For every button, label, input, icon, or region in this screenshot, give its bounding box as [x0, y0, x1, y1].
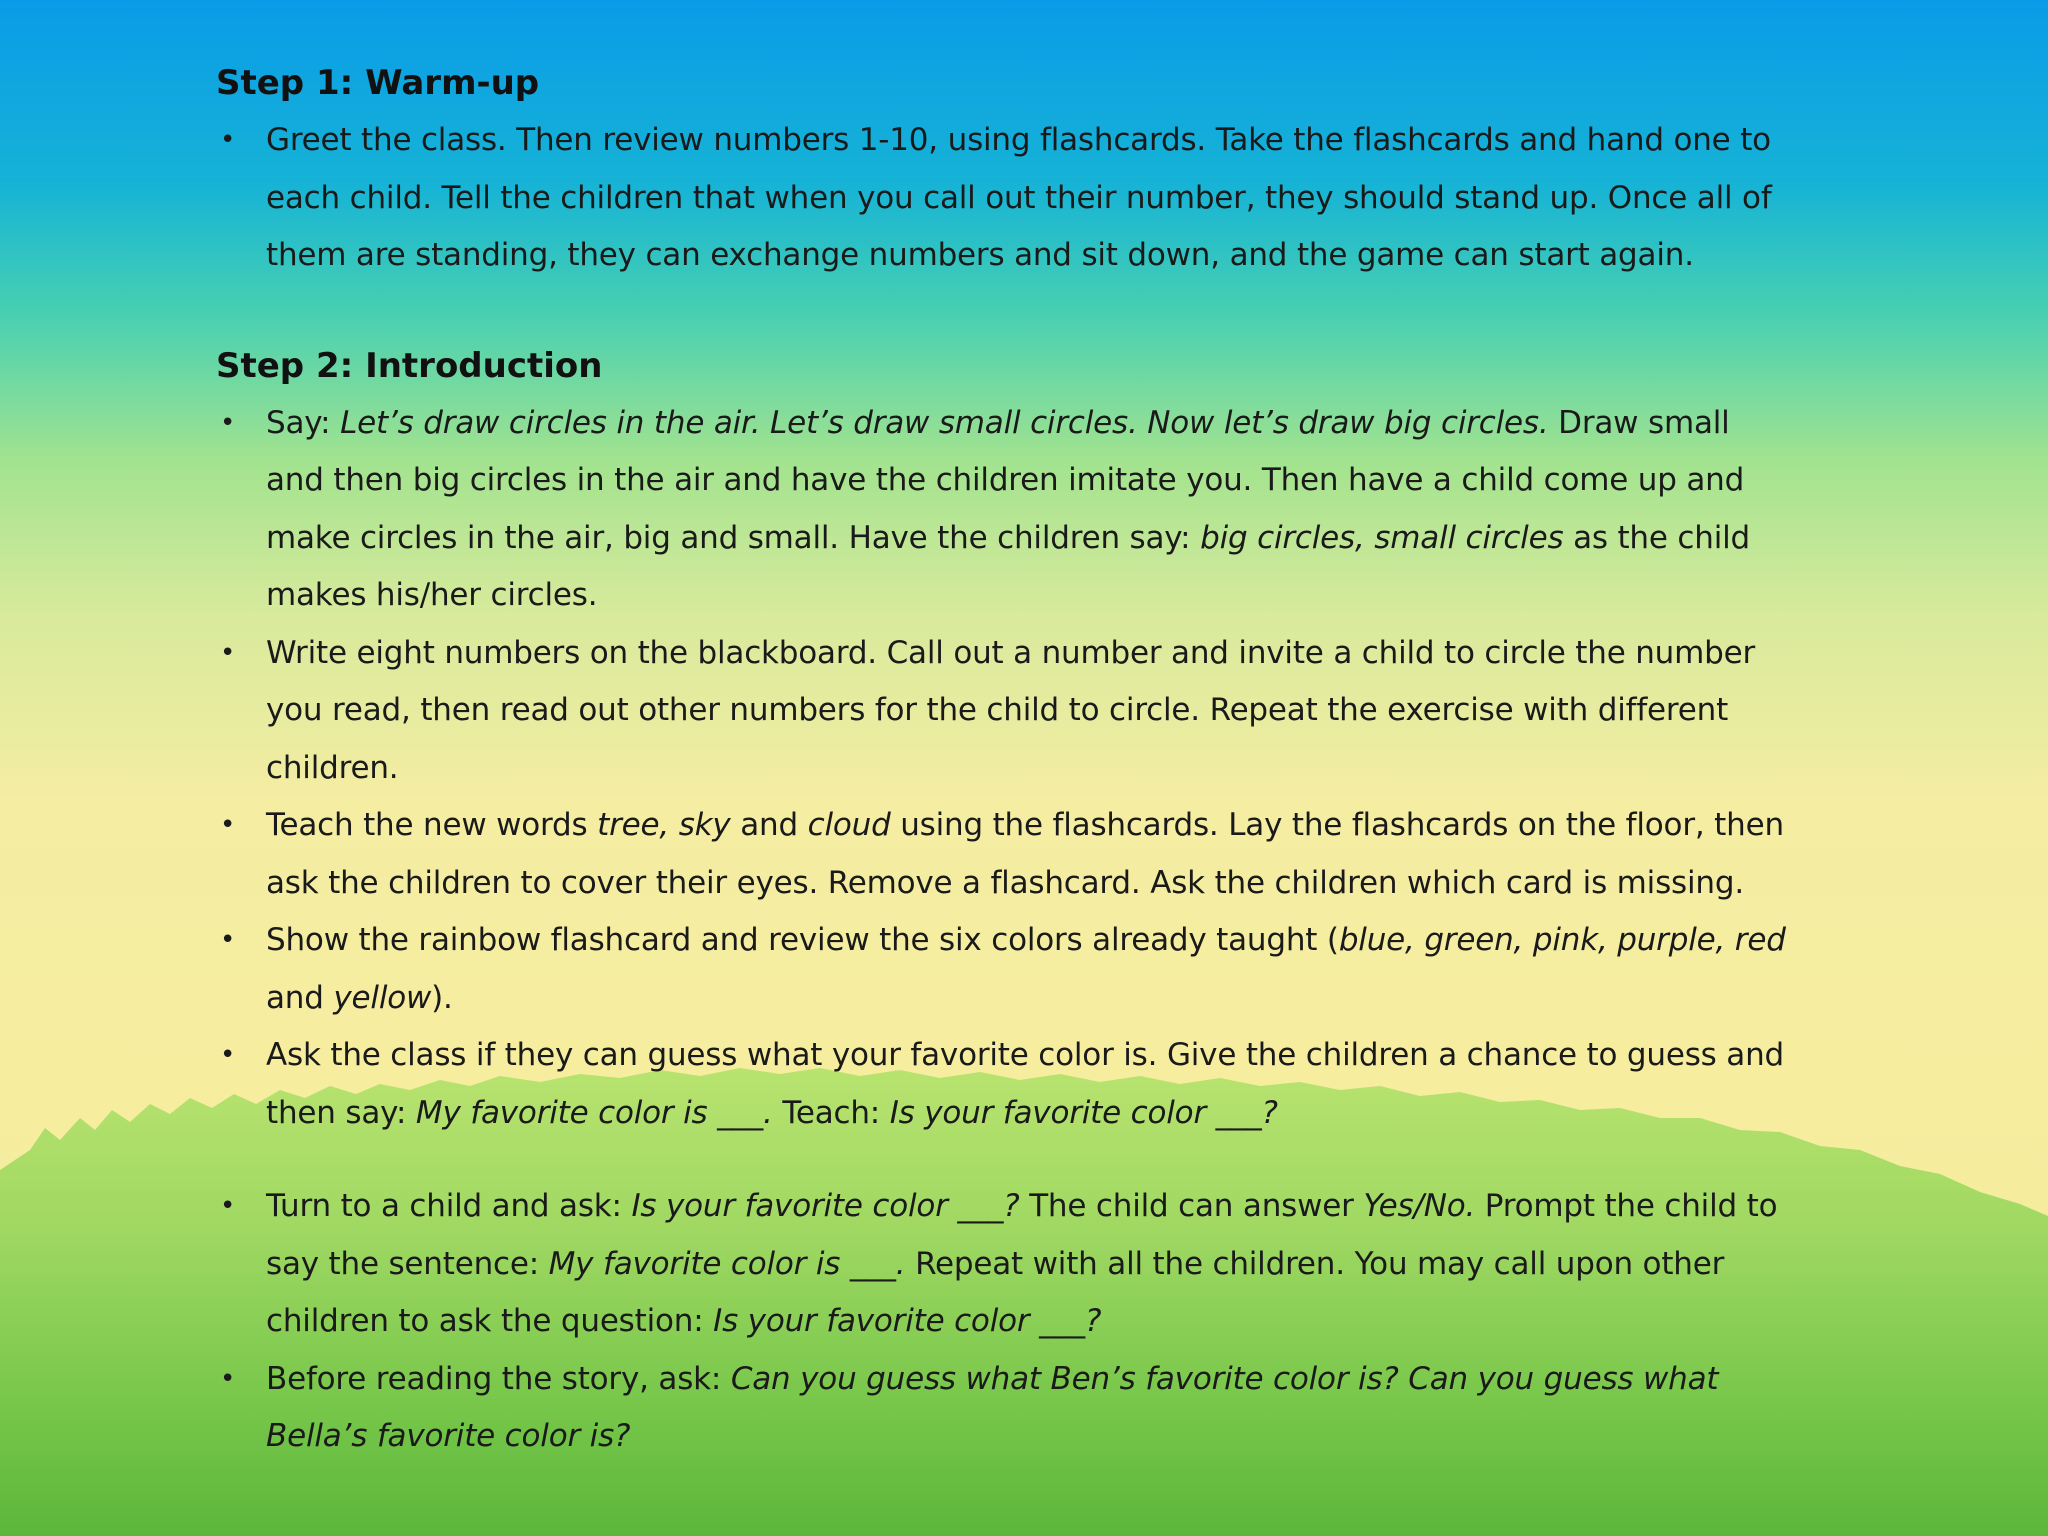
list-item: • Turn to a child and ask: Is your favorite color ___? The child can answer Yes/No. Prompt the child to say the sentence: My favorite color is ___. Repeat with all the children. You may call upon other children to ask the question: Is your favorite color ___?	[216, 1178, 1796, 1351]
list-item: • Teach the new words tree, sky and cloud using the flashcards. Lay the flashcards on the floor, then ask the children to cover their eyes. Remove a flashcard. Ask the children which card is missing.	[216, 797, 1796, 912]
step2-list	[216, 395, 1796, 1466]
bullet-icon: •	[220, 810, 236, 840]
list-item: • Greet the class. Then review numbers 1-10, using flashcards. Take the flashcards and hand one to each child. Tell the children that when you call out their number, they should stand up. Once all of them are standing, they can exchange numbers and sit down, and the game can start again.	[216, 112, 1796, 285]
bullet-icon: •	[220, 1040, 236, 1070]
list-item: • Show the rainbow flashcard and review the six colors already taught (blue, green, pink, purple, red and yellow).	[216, 912, 1796, 1027]
list-item: • Before reading the story, ask: Can you guess what Ben’s favorite color is? Can you guess what Bella’s favorite color is?	[216, 1351, 1796, 1466]
bullet-icon: •	[220, 925, 236, 955]
list-item: • Ask the class if they can guess what your favorite color is. Give the children a chance to guess and then say: My favorite color is ___. Teach: Is your favorite color ___?	[216, 1027, 1796, 1142]
bullet-icon: •	[220, 125, 236, 155]
list-item: • Write eight numbers on the blackboard. Call out a number and invite a child to circle the number you read, then read out other numbers for the child to circle. Repeat the exercise with different children.	[216, 625, 1796, 798]
step2-heading: Step 2: Introduction	[216, 345, 603, 386]
bullet-icon: •	[220, 1191, 236, 1221]
bullet-icon: •	[220, 1363, 236, 1394]
step1-list	[216, 112, 1796, 285]
lesson-plan-text	[216, 54, 1796, 1466]
bullet-icon: •	[220, 407, 236, 438]
bullet-icon: •	[220, 637, 236, 668]
list-item: • Say: Let’s draw circles in the air. Let’s draw small circles. Now let’s draw big circles. Draw small and then big circles in the air and have the children imitate you. Then have a child come up and make circles in the air, big and small. Have the children say: big circles, small circles as the child makes his/her circles.	[216, 395, 1796, 625]
step1-heading: Step 1: Warm-up	[216, 63, 540, 103]
